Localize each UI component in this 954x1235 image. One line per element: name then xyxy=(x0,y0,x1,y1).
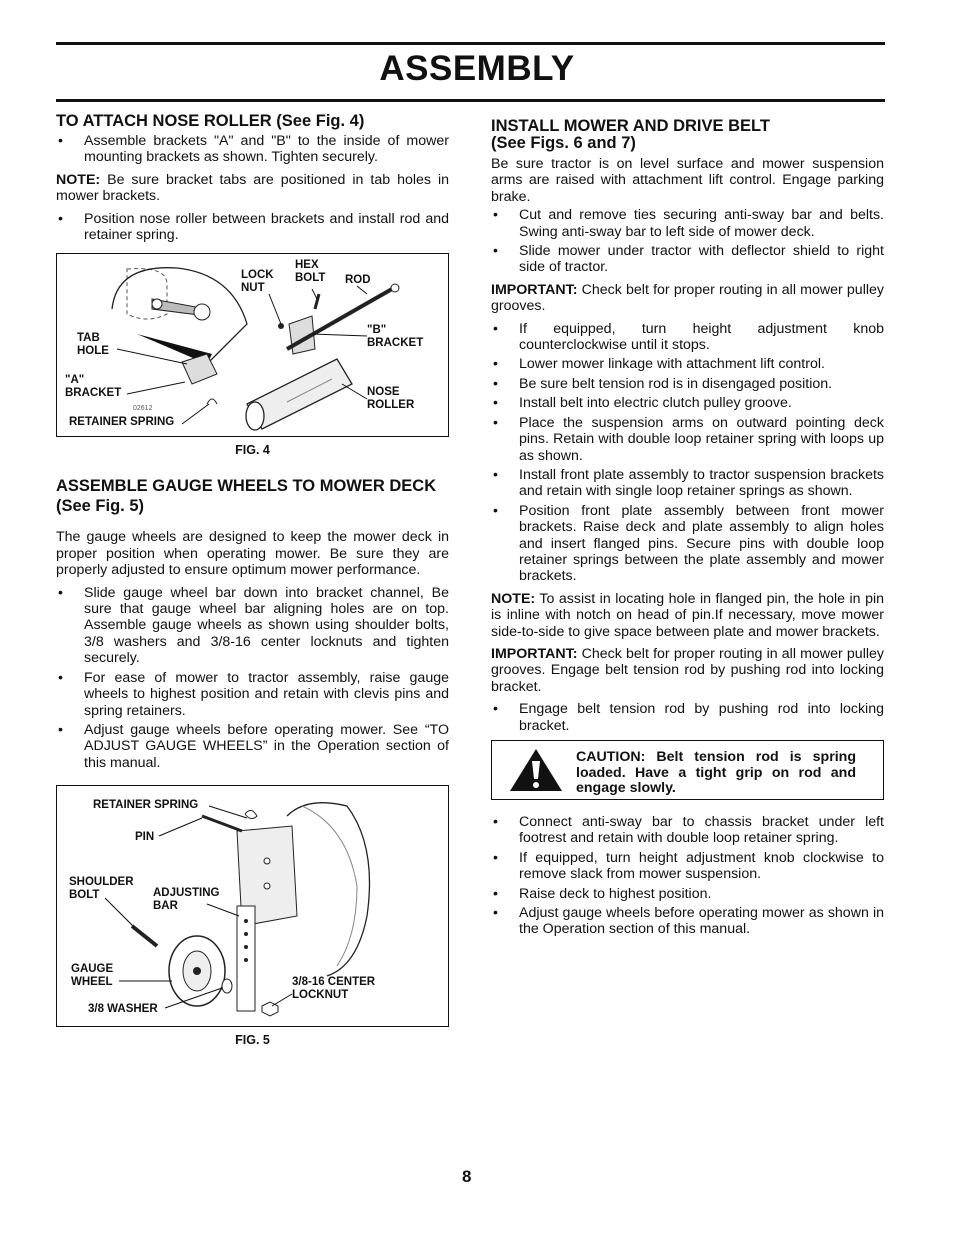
important-label: IMPORTANT: xyxy=(491,281,578,298)
label-lock-nut: LOCK NUT xyxy=(241,269,274,294)
note-text: Be sure bracket tabs are positioned in tab holes in mower brackets. xyxy=(56,171,449,205)
label-retainer-spring: RETAINER SPRING xyxy=(69,416,175,429)
label-shoulder-bolt: SHOULDER BOLT xyxy=(69,876,134,901)
list-item: • Lower mower linkage with attachment lift control. xyxy=(491,356,884,372)
drive-belt-steps-b xyxy=(491,321,884,585)
label-hex-bolt: HEX BOLT xyxy=(295,259,326,284)
caution-text: CAUTION: Belt tension rod is spring loaded. Have a tight grip on rod and engage slowly. xyxy=(576,749,856,797)
list-item: • Engage belt tension rod by pushing rod into locking bracket. xyxy=(491,701,884,734)
page-number: 8 xyxy=(462,1167,472,1186)
nose-roller-steps-2 xyxy=(56,211,449,244)
nose-roller-steps-1 xyxy=(56,133,449,166)
caution-box xyxy=(491,740,884,800)
drive-belt-steps-c xyxy=(491,701,884,734)
list-item: • If equipped, turn height adjustment knob clockwise to remove slack from mower suspension. xyxy=(491,850,884,883)
fig4-caption: FIG. 4 xyxy=(235,443,270,458)
drive-belt-steps-a xyxy=(491,207,884,276)
note-label: NOTE: xyxy=(491,590,536,607)
list-item: • Slide mower under tractor with deflector shield to right side of tractor. xyxy=(491,243,884,276)
note-text: To assist in locating hole in flanged pin, the hole in pin is inline with notch on head of pin.If necessary, move mower side-to-side to give space between plate and mower brackets. xyxy=(491,590,885,640)
nose-roller-heading: TO ATTACH NOSE ROLLER (See Fig. 4) xyxy=(56,112,365,130)
important-text: Check belt for proper routing in all mower pulley grooves. Engage belt tension rod by pushing rod into locking bracket. xyxy=(491,645,884,695)
list-item: • Adjust gauge wheels before operating mower as shown in the Operation section of this manual. xyxy=(491,905,884,938)
figure-4 xyxy=(56,253,449,437)
label-center-locknut: 3/8-16 CENTER LOCKNUT xyxy=(292,976,376,1001)
list-item: • Be sure belt tension rod is in disengaged position. xyxy=(491,376,884,392)
gauge-wheels-steps xyxy=(56,585,449,771)
label-nose-roller: NOSE ROLLER xyxy=(367,386,415,411)
list-item: • Position front plate assembly between front mower brackets. Raise deck and plate assembly to align holes and insert flanged pins. Secure pins with double loop retainer springs between the plate assembly and mower brackets. xyxy=(491,503,884,585)
drive-belt-heading-line1: INSTALL MOWER AND DRIVE BELT xyxy=(491,117,770,135)
figure-5 xyxy=(56,785,449,1027)
gauge-wheels-heading: ASSEMBLE GAUGE WHEELS TO MOWER DECK (See Fig. 5) xyxy=(56,477,437,516)
list-item: • Raise deck to highest position. xyxy=(491,886,884,902)
label-b-bracket: "B" BRACKET xyxy=(367,324,424,349)
label-tab-hole: TAB HOLE xyxy=(77,332,109,357)
label-a-bracket: "A" BRACKET xyxy=(65,374,122,399)
drive-belt-intro: Be sure tractor is on level surface and mower suspension arms are raised with attachment lift control. Engage parking brake. xyxy=(491,156,884,205)
list-item: • Position nose roller between brackets and install rod and retainer spring. xyxy=(56,211,449,244)
important-note-1 xyxy=(491,282,884,315)
list-item: • Assemble brackets "A" and "B" to the inside of mower mounting brackets as shown. Tighten securely. xyxy=(56,133,449,166)
label-retainer-spring: RETAINER SPRING xyxy=(93,799,199,812)
flanged-pin-note xyxy=(491,591,884,640)
list-item: • If equipped, turn height adjustment knob counterclockwise until it stops. xyxy=(491,321,884,354)
fig5-caption: FIG. 5 xyxy=(235,1033,270,1048)
nose-roller-note xyxy=(56,172,449,205)
list-item: • Place the suspension arms on outward pointing deck pins. Retain with double loop retainer spring with loops up as shown. xyxy=(491,415,884,464)
gauge-wheels-intro: The gauge wheels are designed to keep the mower deck in proper position when operating mower. Be sure they are properly adjusted to ensure optimum mower performance. xyxy=(56,529,449,579)
label-washer: 3/8 WASHER xyxy=(88,1003,158,1016)
note-label: NOTE: xyxy=(56,171,101,188)
important-text: Check belt for proper routing in all mower pulley grooves. xyxy=(491,281,884,315)
important-note-2 xyxy=(491,646,884,695)
right-column xyxy=(491,111,884,944)
left-column xyxy=(56,111,449,1047)
list-item: • Cut and remove ties securing anti-sway bar and belts. Swing anti-sway bar to left side of mower deck. xyxy=(491,207,884,240)
part-number: 02612 xyxy=(133,405,153,413)
page-title: ASSEMBLY xyxy=(379,49,575,88)
label-rod: ROD xyxy=(345,274,371,287)
top-rule xyxy=(56,42,885,45)
label-adjusting-bar: ADJUSTING BAR xyxy=(153,887,220,912)
list-item: • For ease of mower to tractor assembly, raise gauge wheels to highest position and retain with clevis pins and spring retainers. xyxy=(56,670,449,719)
list-item: • Adjust gauge wheels before operating mower. See “TO ADJUST GAUGE WHEELS” in the Operation section of this manual. xyxy=(56,722,449,771)
list-item: • Connect anti-sway bar to chassis bracket under left footrest and retain with double loop retainer spring. xyxy=(491,814,884,847)
title-rule xyxy=(56,99,885,102)
warning-triangle-icon xyxy=(508,747,564,793)
drive-belt-heading xyxy=(491,118,884,152)
list-item: • Slide gauge wheel bar down into bracket channel, Be sure that gauge wheel bar aligning holes are on top. Assemble gauge wheels as shown using shoulder bolts, 3/8 washers and 3/8-16 center locknuts and tighten securely. xyxy=(56,585,449,667)
list-item: • Install front plate assembly to tractor suspension brackets and retain with single loop retainer springs as shown. xyxy=(491,467,884,500)
drive-belt-steps-d xyxy=(491,814,884,938)
list-item: • Install belt into electric clutch pulley groove. xyxy=(491,395,884,411)
label-pin: PIN xyxy=(135,831,155,844)
label-gauge-wheel: GAUGE WHEEL xyxy=(71,963,114,988)
important-label: IMPORTANT: xyxy=(491,645,578,662)
drive-belt-heading-line2: (See Figs. 6 and 7) xyxy=(491,134,636,152)
